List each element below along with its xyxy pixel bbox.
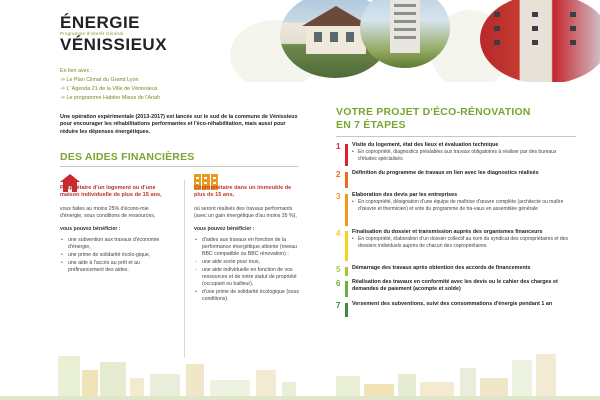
- logo-top: ÉNERGIE: [60, 13, 141, 32]
- step-color-bar: [345, 144, 348, 166]
- list-item: • d'une prime de solidarité écologique (sous conditions).: [194, 289, 300, 303]
- step-title: Elaboration des devis par les entreprises: [352, 192, 458, 198]
- list-item: • une prime de solidarité écolo-gique,: [60, 252, 172, 259]
- step-number: 1: [336, 142, 341, 151]
- section-divider: [336, 136, 576, 137]
- step-color-bar: [345, 267, 348, 276]
- step-number: 3: [336, 192, 341, 201]
- related-links: [60, 67, 160, 103]
- step-number: 5: [336, 265, 341, 274]
- aide-owner-column: [60, 185, 172, 275]
- photo-band: [230, 0, 600, 82]
- aides-title: DES AIDES FINANCIÈRES: [60, 151, 195, 163]
- logo-bottom: VÉNISSIEUX: [60, 35, 168, 54]
- link-item: -> L' Agenda 21 de la Ville de Vénissieux: [60, 86, 158, 92]
- projet-title-line1: VOTRE PROJET D'ÉCO-RÉNOVATION: [336, 106, 531, 118]
- link-item: -> Le Plan Climat du Grand Lyon: [60, 77, 139, 83]
- step-title: Définition du programme de travaux en lien avec les diagnostics réalisés: [352, 170, 539, 176]
- steps-list: [336, 142, 576, 321]
- step-desc: • En copropriété, désignation d'une équipe de maîtrise d'œuvre complète (architecte ou maître d'œuvre et thermicien) et vote du programme de tra-vaux en assemblée générale: [352, 199, 576, 212]
- step-desc: • En copropriété, diagnostics préalables aux travaux obligatoires à réaliser par des bureaux d'études spécialisés: [352, 149, 576, 162]
- step-3: [336, 192, 576, 229]
- step-5: [336, 265, 576, 279]
- aide-coowner-body: où seront réalisés des travaux performants (avec un gain énergétique d'au moins 35 %),: [194, 206, 297, 220]
- step-title: Versement des subventions, suivi des consommations d'énergie pendant 1 an: [352, 301, 553, 307]
- step-6: [336, 279, 576, 301]
- list-item: • une subvention aux travaux d'économie d'énergie,: [60, 237, 172, 251]
- aide-owner-lead: Propriétaire d'un logement ou d'une maison individuelle de plus de 15 ans,: [60, 185, 162, 199]
- city-skyline: [0, 348, 600, 400]
- aide-owner-body: vous faites au moins 25% d'écono-mie d'énergie, sous conditions de ressources,: [60, 206, 156, 220]
- step-2: [336, 170, 576, 192]
- step-4: [336, 229, 576, 265]
- projet-title-line2: EN 7 ÉTAPES: [336, 119, 406, 131]
- step-1: [336, 142, 576, 170]
- aide-owner-sub: vous pouvez bénéficier :: [60, 226, 121, 233]
- step-number: 4: [336, 229, 341, 238]
- intro-paragraph: [60, 114, 298, 136]
- step-color-bar: [345, 231, 348, 261]
- step-color-bar: [345, 172, 348, 188]
- apartment-photo: [480, 0, 600, 82]
- list-item: • une aide à l'accès au prêt et au préfinancement des aides.: [60, 260, 172, 274]
- step-color-bar: [345, 303, 348, 317]
- step-desc: • En copropriété, élaboration d'un dossier collectif au nom du syndicat des copropriétaires et des dossiers individuels auprès de chacun des copropriétaires: [352, 236, 576, 249]
- step-number: 2: [336, 170, 341, 179]
- step-number: 7: [336, 301, 341, 310]
- intro-text: Une opération expérimentale (2013-2017) est lancée sur le sud de la commune de Vénissieux pour encourager les réhabilitations performantes et l'éco-réhabilitation, mais aussi pour réduire les dépenses énergétiques.: [60, 114, 298, 135]
- step-color-bar: [345, 194, 348, 226]
- list-subitem: - une aide individuelle en fonction de vos ressources et de votre statut de propriété (occupant ou bailleur),: [194, 267, 300, 288]
- list-subitem: - une aide socle pour tous,: [194, 259, 300, 266]
- step-7: [336, 301, 576, 321]
- step-title: Réalisation des travaux en conformité avec les devis ou le cahier des charges et demandes de paiement (acompte et solde): [352, 279, 558, 292]
- links-title: En lien avec :: [60, 68, 93, 74]
- projet-title: [336, 106, 531, 132]
- aide-coowner-lead: Copropriétaire dans un immeuble de plus de 15 ans,: [194, 185, 292, 199]
- aide-coowner-column: [194, 185, 300, 304]
- column-divider: [184, 180, 185, 358]
- step-color-bar: [345, 281, 348, 297]
- section-divider: [60, 166, 298, 167]
- step-number: 6: [336, 279, 341, 288]
- aide-coowner-sub: vous pouvez bénéficier :: [194, 226, 255, 233]
- step-title: Démarrage des travaux après obtention des accords de financements: [352, 265, 531, 271]
- logo-tagline: Programme d'intérêt Général: [60, 31, 124, 36]
- step-title: Visite du logement, état des lieux et évaluation technique: [352, 142, 499, 148]
- energie-venissieux-logo: [60, 14, 167, 53]
- list-item: • d'aides aux travaux en fonction de la performance énergétique atteinte (niveau BBC compatible ou BBC rénovation) :: [194, 237, 300, 258]
- link-item: -> Le programme Habiter Mieux de l'Anah: [60, 95, 161, 101]
- step-title: Finalisation du dossier et transmission auprès des organismes financeurs: [352, 229, 543, 235]
